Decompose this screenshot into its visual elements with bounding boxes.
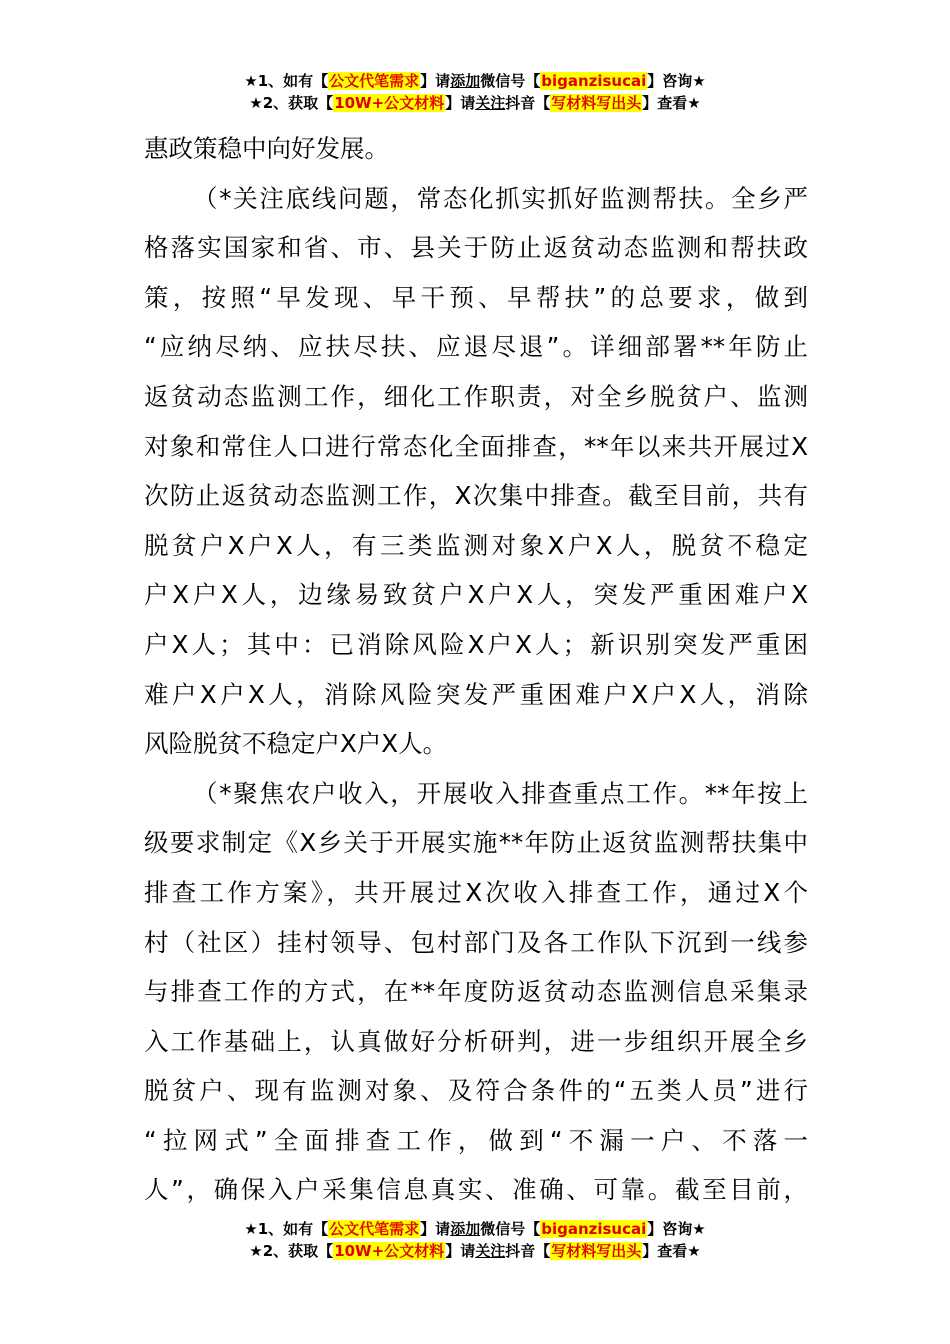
banner-text: ★2、获取【 — [249, 1242, 334, 1260]
body-line: “应纳尽纳、应扶尽扶、应退尽退”。详细部署**年防止 — [144, 332, 808, 362]
body-line: 级要求制定《X乡关于开展实施**年防止返贫监测帮扶集中 — [144, 828, 808, 858]
banner-text: 】请 — [420, 1220, 451, 1238]
banner-douyin-id: 写材料写出头 — [551, 1242, 642, 1260]
banner-line-1 — [0, 70, 950, 92]
body-line: 脱贫户X户X人，有三类监测对象X户X人，脱贫不稳定 — [144, 530, 808, 560]
body-line: 次防止返贫动态监测工作，X次集中排查。截至目前，共有 — [144, 481, 808, 511]
banner-text: ★1、如有【 — [244, 1220, 329, 1238]
banner-text: 】查看★ — [642, 94, 701, 112]
body-line: （*聚焦农户收入，开展收入排查重点工作。**年按上 — [193, 778, 808, 808]
body-line: 惠政策稳中向好发展。 — [144, 134, 389, 163]
body-line: 格落实国家和省、市、县关于防止返贫动态监测和帮扶政 — [144, 233, 808, 263]
banner-line-1 — [0, 1218, 950, 1240]
banner-text: 微信号【 — [480, 72, 541, 90]
banner-text: 抖音【 — [505, 1242, 551, 1260]
banner-highlight: 10W+公文材料 — [334, 1242, 445, 1260]
body-line: “拉网式”全面排查工作，做到“不漏一户、不落一 — [144, 1125, 808, 1155]
banner-text: 】请 — [445, 94, 476, 112]
body-line: （*关注底线问题，常态化抓实抓好监测帮扶。全乡严 — [193, 183, 808, 213]
banner-text: 】请 — [420, 72, 451, 90]
bottom-banner — [0, 1218, 950, 1262]
banner-line-2 — [0, 92, 950, 114]
banner-underline: 关注 — [475, 1242, 506, 1260]
body-line: 脱贫户、现有监测对象、及符合条件的“五类人员”进行 — [144, 1076, 808, 1106]
top-banner — [0, 70, 950, 114]
body-line: 策，按照“早发现、早干预、早帮扶”的总要求，做到 — [144, 282, 808, 312]
banner-text: 微信号【 — [480, 1220, 541, 1238]
body-line: 排查工作方案》，共开展过X次收入排查工作，通过X个 — [144, 877, 808, 907]
banner-line-2 — [0, 1240, 950, 1262]
body-line: 人”，确保入户采集信息真实、准确、可靠。截至目前， — [144, 1175, 808, 1205]
body-line: 返贫动态监测工作，细化工作职责，对全乡脱贫户、监测 — [144, 381, 808, 411]
banner-text: 】请 — [445, 1242, 476, 1260]
banner-wechat-id: biganzisucai — [541, 72, 647, 90]
banner-highlight: 公文代笔需求 — [329, 1220, 420, 1238]
document-body — [144, 124, 808, 1215]
banner-underline: 关注 — [475, 94, 506, 112]
banner-underline: 添加 — [450, 72, 481, 90]
banner-highlight: 公文代笔需求 — [329, 72, 420, 90]
body-line: 村（社区）挂村领导、包村部门及各工作队下沉到一线参 — [144, 927, 808, 957]
body-line: 对象和常住人口进行常态化全面排查，**年以来共开展过X — [144, 431, 808, 461]
body-line: 入工作基础上，认真做好分析研判，进一步组织开展全乡 — [144, 1026, 808, 1056]
body-line: 户X人；其中：已消除风险X户X人；新识别突发严重困 — [144, 629, 808, 659]
banner-text: 抖音【 — [505, 94, 551, 112]
body-line: 与排查工作的方式，在**年度防返贫动态监测信息采集录 — [144, 977, 808, 1007]
banner-underline: 添加 — [450, 1220, 481, 1238]
body-line: 风险脱贫不稳定户X户X人。 — [144, 729, 448, 759]
body-line: 户X户X人，边缘易致贫户X户X人，突发严重困难户X — [144, 580, 808, 610]
banner-douyin-id: 写材料写出头 — [551, 94, 642, 112]
banner-highlight: 10W+公文材料 — [334, 94, 445, 112]
banner-text: 】查看★ — [642, 1242, 701, 1260]
banner-text: 】咨询★ — [647, 72, 706, 90]
body-line: 难户X户X人，消除风险突发严重困难户X户X人，消除 — [144, 679, 808, 709]
banner-text: ★2、获取【 — [249, 94, 334, 112]
banner-text: ★1、如有【 — [244, 72, 329, 90]
banner-wechat-id: biganzisucai — [541, 1220, 647, 1238]
banner-text: 】咨询★ — [647, 1220, 706, 1238]
